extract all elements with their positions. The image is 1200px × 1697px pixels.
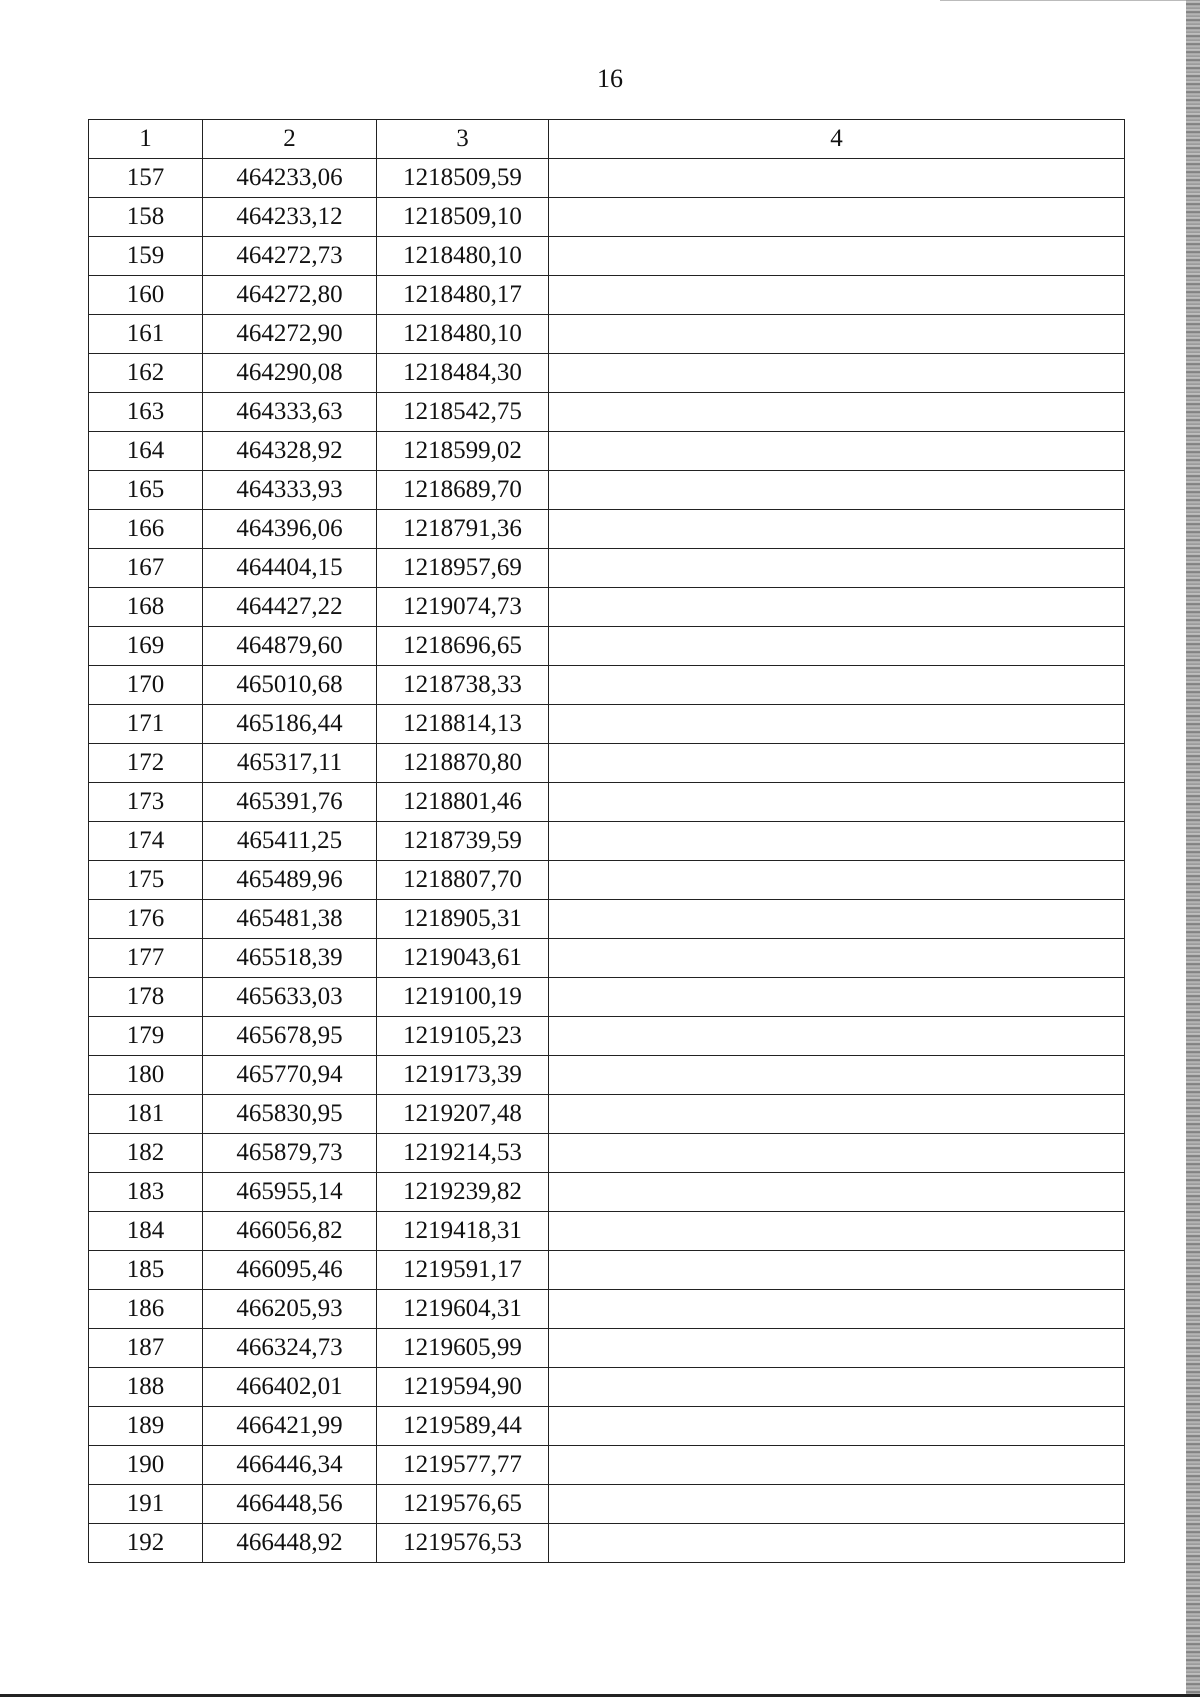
x-coordinate-cell: 466402,01 <box>203 1368 377 1407</box>
point-number-cell: 166 <box>89 510 203 549</box>
header-cell-4: 4 <box>549 120 1125 159</box>
x-coordinate-cell: 466448,92 <box>203 1524 377 1563</box>
table-row <box>89 705 1125 744</box>
point-number-cell: 185 <box>89 1251 203 1290</box>
description-cell <box>549 1446 1125 1485</box>
x-coordinate-cell: 465481,38 <box>203 900 377 939</box>
description-cell <box>549 588 1125 627</box>
description-cell <box>549 510 1125 549</box>
x-coordinate-cell: 464404,15 <box>203 549 377 588</box>
y-coordinate-cell: 1219591,17 <box>377 1251 549 1290</box>
point-number-cell: 186 <box>89 1290 203 1329</box>
point-number-cell: 158 <box>89 198 203 237</box>
description-cell <box>549 1329 1125 1368</box>
description-cell <box>549 471 1125 510</box>
y-coordinate-cell: 1219239,82 <box>377 1173 549 1212</box>
table-row <box>89 1290 1125 1329</box>
x-coordinate-cell: 465489,96 <box>203 861 377 900</box>
y-coordinate-cell: 1218807,70 <box>377 861 549 900</box>
point-number-cell: 184 <box>89 1212 203 1251</box>
description-cell <box>549 1134 1125 1173</box>
point-number-cell: 181 <box>89 1095 203 1134</box>
point-number-cell: 192 <box>89 1524 203 1563</box>
y-coordinate-cell: 1218814,13 <box>377 705 549 744</box>
table-row <box>89 1056 1125 1095</box>
description-cell <box>549 822 1125 861</box>
y-coordinate-cell: 1218480,10 <box>377 237 549 276</box>
description-cell <box>549 549 1125 588</box>
description-cell <box>549 1290 1125 1329</box>
point-number-cell: 174 <box>89 822 203 861</box>
table-row <box>89 1524 1125 1563</box>
x-coordinate-cell: 465830,95 <box>203 1095 377 1134</box>
description-cell <box>549 1524 1125 1563</box>
point-number-cell: 177 <box>89 939 203 978</box>
table-row <box>89 1017 1125 1056</box>
table-row <box>89 276 1125 315</box>
x-coordinate-cell: 465411,25 <box>203 822 377 861</box>
x-coordinate-cell: 465879,73 <box>203 1134 377 1173</box>
y-coordinate-cell: 1219043,61 <box>377 939 549 978</box>
description-cell <box>549 1368 1125 1407</box>
description-cell <box>549 432 1125 471</box>
point-number-cell: 165 <box>89 471 203 510</box>
table-row <box>89 1407 1125 1446</box>
table-row <box>89 159 1125 198</box>
table-row <box>89 393 1125 432</box>
x-coordinate-cell: 464233,06 <box>203 159 377 198</box>
y-coordinate-cell: 1219207,48 <box>377 1095 549 1134</box>
table-row <box>89 198 1125 237</box>
x-coordinate-cell: 465317,11 <box>203 744 377 783</box>
y-coordinate-cell: 1218957,69 <box>377 549 549 588</box>
point-number-cell: 180 <box>89 1056 203 1095</box>
y-coordinate-cell: 1219594,90 <box>377 1368 549 1407</box>
point-number-cell: 168 <box>89 588 203 627</box>
table-row <box>89 1134 1125 1173</box>
table-row <box>89 1446 1125 1485</box>
point-number-cell: 167 <box>89 549 203 588</box>
scan-edge-artifact <box>1186 0 1200 1697</box>
table-row <box>89 315 1125 354</box>
description-cell <box>549 627 1125 666</box>
description-cell <box>549 1095 1125 1134</box>
point-number-cell: 191 <box>89 1485 203 1524</box>
table-row <box>89 1329 1125 1368</box>
point-number-cell: 178 <box>89 978 203 1017</box>
y-coordinate-cell: 1218870,80 <box>377 744 549 783</box>
x-coordinate-cell: 465633,03 <box>203 978 377 1017</box>
description-cell <box>549 978 1125 1017</box>
description-cell <box>549 939 1125 978</box>
table-header-row <box>89 120 1125 159</box>
table-row <box>89 588 1125 627</box>
table-row <box>89 627 1125 666</box>
y-coordinate-cell: 1218599,02 <box>377 432 549 471</box>
y-coordinate-cell: 1219576,65 <box>377 1485 549 1524</box>
description-cell <box>549 237 1125 276</box>
y-coordinate-cell: 1218689,70 <box>377 471 549 510</box>
description-cell <box>549 1017 1125 1056</box>
x-coordinate-cell: 464333,93 <box>203 471 377 510</box>
table-body <box>89 159 1125 1563</box>
description-cell <box>549 861 1125 900</box>
x-coordinate-cell: 466421,99 <box>203 1407 377 1446</box>
description-cell <box>549 354 1125 393</box>
y-coordinate-cell: 1218791,36 <box>377 510 549 549</box>
table-row <box>89 666 1125 705</box>
y-coordinate-cell: 1219173,39 <box>377 1056 549 1095</box>
x-coordinate-cell: 465678,95 <box>203 1017 377 1056</box>
point-number-cell: 175 <box>89 861 203 900</box>
x-coordinate-cell: 464879,60 <box>203 627 377 666</box>
y-coordinate-cell: 1218801,46 <box>377 783 549 822</box>
table-row <box>89 744 1125 783</box>
table-row <box>89 939 1125 978</box>
y-coordinate-cell: 1218480,17 <box>377 276 549 315</box>
description-cell <box>549 1173 1125 1212</box>
scan-artifact-top <box>940 0 1190 1</box>
table-row <box>89 237 1125 276</box>
x-coordinate-cell: 464233,12 <box>203 198 377 237</box>
description-cell <box>549 1251 1125 1290</box>
description-cell <box>549 315 1125 354</box>
x-coordinate-cell: 464333,63 <box>203 393 377 432</box>
x-coordinate-cell: 466095,46 <box>203 1251 377 1290</box>
table-row <box>89 549 1125 588</box>
x-coordinate-cell: 464272,73 <box>203 237 377 276</box>
y-coordinate-cell: 1218696,65 <box>377 627 549 666</box>
table-row <box>89 822 1125 861</box>
coordinates-table <box>88 119 1125 1563</box>
point-number-cell: 173 <box>89 783 203 822</box>
y-coordinate-cell: 1219105,23 <box>377 1017 549 1056</box>
point-number-cell: 190 <box>89 1446 203 1485</box>
description-cell <box>549 900 1125 939</box>
y-coordinate-cell: 1218739,59 <box>377 822 549 861</box>
point-number-cell: 157 <box>89 159 203 198</box>
y-coordinate-cell: 1219214,53 <box>377 1134 549 1173</box>
point-number-cell: 179 <box>89 1017 203 1056</box>
x-coordinate-cell: 466205,93 <box>203 1290 377 1329</box>
description-cell <box>549 198 1125 237</box>
point-number-cell: 164 <box>89 432 203 471</box>
header-cell-1: 1 <box>89 120 203 159</box>
x-coordinate-cell: 464427,22 <box>203 588 377 627</box>
point-number-cell: 159 <box>89 237 203 276</box>
header-cell-2: 2 <box>203 120 377 159</box>
point-number-cell: 160 <box>89 276 203 315</box>
y-coordinate-cell: 1219604,31 <box>377 1290 549 1329</box>
table-row <box>89 1368 1125 1407</box>
point-number-cell: 189 <box>89 1407 203 1446</box>
table-row <box>89 978 1125 1017</box>
x-coordinate-cell: 464328,92 <box>203 432 377 471</box>
x-coordinate-cell: 465955,14 <box>203 1173 377 1212</box>
header-cell-3: 3 <box>377 120 549 159</box>
point-number-cell: 169 <box>89 627 203 666</box>
x-coordinate-cell: 466448,56 <box>203 1485 377 1524</box>
y-coordinate-cell: 1218480,10 <box>377 315 549 354</box>
point-number-cell: 187 <box>89 1329 203 1368</box>
y-coordinate-cell: 1219074,73 <box>377 588 549 627</box>
y-coordinate-cell: 1218509,59 <box>377 159 549 198</box>
table-row <box>89 861 1125 900</box>
point-number-cell: 163 <box>89 393 203 432</box>
y-coordinate-cell: 1219100,19 <box>377 978 549 1017</box>
point-number-cell: 170 <box>89 666 203 705</box>
description-cell <box>549 705 1125 744</box>
point-number-cell: 172 <box>89 744 203 783</box>
page-number: 16 <box>597 64 623 93</box>
x-coordinate-cell: 464272,80 <box>203 276 377 315</box>
description-cell <box>549 666 1125 705</box>
description-cell <box>549 393 1125 432</box>
table-row <box>89 1095 1125 1134</box>
point-number-cell: 161 <box>89 315 203 354</box>
x-coordinate-cell: 466324,73 <box>203 1329 377 1368</box>
table-row <box>89 354 1125 393</box>
description-cell <box>549 783 1125 822</box>
x-coordinate-cell: 464272,90 <box>203 315 377 354</box>
table-row <box>89 1485 1125 1524</box>
x-coordinate-cell: 465391,76 <box>203 783 377 822</box>
point-number-cell: 183 <box>89 1173 203 1212</box>
x-coordinate-cell: 465770,94 <box>203 1056 377 1095</box>
point-number-cell: 188 <box>89 1368 203 1407</box>
table-row <box>89 432 1125 471</box>
y-coordinate-cell: 1219589,44 <box>377 1407 549 1446</box>
x-coordinate-cell: 464290,08 <box>203 354 377 393</box>
table-row <box>89 783 1125 822</box>
table-row <box>89 471 1125 510</box>
description-cell <box>549 159 1125 198</box>
y-coordinate-cell: 1218738,33 <box>377 666 549 705</box>
description-cell <box>549 276 1125 315</box>
point-number-cell: 182 <box>89 1134 203 1173</box>
x-coordinate-cell: 466056,82 <box>203 1212 377 1251</box>
table-row <box>89 1251 1125 1290</box>
y-coordinate-cell: 1219605,99 <box>377 1329 549 1368</box>
y-coordinate-cell: 1219577,77 <box>377 1446 549 1485</box>
y-coordinate-cell: 1219576,53 <box>377 1524 549 1563</box>
y-coordinate-cell: 1218509,10 <box>377 198 549 237</box>
y-coordinate-cell: 1218542,75 <box>377 393 549 432</box>
table-row <box>89 1212 1125 1251</box>
description-cell <box>549 1485 1125 1524</box>
description-cell <box>549 1212 1125 1251</box>
point-number-cell: 162 <box>89 354 203 393</box>
description-cell <box>549 744 1125 783</box>
x-coordinate-cell: 465518,39 <box>203 939 377 978</box>
table-row <box>89 510 1125 549</box>
description-cell <box>549 1407 1125 1446</box>
description-cell <box>549 1056 1125 1095</box>
y-coordinate-cell: 1218484,30 <box>377 354 549 393</box>
x-coordinate-cell: 465186,44 <box>203 705 377 744</box>
x-coordinate-cell: 465010,68 <box>203 666 377 705</box>
y-coordinate-cell: 1218905,31 <box>377 900 549 939</box>
table-row <box>89 1173 1125 1212</box>
point-number-cell: 176 <box>89 900 203 939</box>
y-coordinate-cell: 1219418,31 <box>377 1212 549 1251</box>
x-coordinate-cell: 466446,34 <box>203 1446 377 1485</box>
x-coordinate-cell: 464396,06 <box>203 510 377 549</box>
point-number-cell: 171 <box>89 705 203 744</box>
table-row <box>89 900 1125 939</box>
